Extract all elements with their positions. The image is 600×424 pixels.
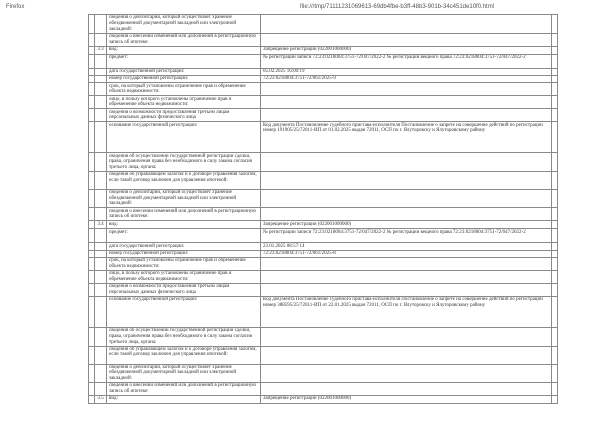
row-end-cell: [552, 68, 558, 75]
row-number: [95, 171, 107, 189]
registration-table: [88, 14, 558, 404]
app-name: Firefox: [6, 4, 25, 10]
field-label: срок, на который установлены ограничение прав и обременение объекта недвижимости:: [107, 83, 261, 96]
field-label: дата государственной регистрации:: [107, 243, 261, 250]
row-end-cell: [552, 396, 558, 404]
field-value: Запрещение регистрации (022001000000): [261, 221, 552, 229]
row-end-cell: [552, 15, 558, 34]
row-end-cell: [552, 250, 558, 257]
field-label: номер государственной регистрации:: [107, 250, 261, 257]
field-value: [261, 271, 552, 284]
table-row: [89, 122, 558, 153]
field-value: Запрещение регистрации (022001000000): [261, 46, 552, 54]
field-label: сведения об осуществлении государственной регистрации сделки, права, ограничения права без необходимого в силу закона согласия третьего лица, органа:: [107, 327, 261, 346]
row-end-cell: [552, 96, 558, 109]
row-number: [95, 346, 107, 364]
field-value: [261, 96, 552, 109]
field-value: Код документа Постановление судебного пристава-исполнителя Постановление о запрете на совершение действий по регистрации номер 388595/25/72011-ИП от 22.01.2025 выдан 72011, ОСП по г. Ялуторовску и Ялуторовскому району: [261, 296, 552, 327]
field-value: [261, 109, 552, 122]
table-row: [89, 153, 558, 172]
field-label: номер государственной регистрации:: [107, 75, 261, 82]
row-end-cell: [552, 122, 558, 153]
row-number: 3.4: [95, 221, 107, 229]
field-value: [261, 327, 552, 346]
row-end-cell: [552, 153, 558, 172]
table-row: [89, 283, 558, 296]
row-end-cell: [552, 75, 558, 82]
field-value: [261, 83, 552, 96]
field-label: сведения о депозитарии, который осуществляет хранение обездвиженной документарной закладной или электронной закладной:: [107, 15, 261, 34]
table-row: [89, 221, 558, 229]
row-end-cell: [552, 46, 558, 54]
row-end-cell: [552, 229, 558, 243]
row-end-cell: [552, 327, 558, 346]
field-label: сведения об осуществлении государственной регистрации сделки, права, ограничения права без необходимого в силу закона согласия третьего лица, органа:: [107, 153, 261, 172]
table-row: [89, 364, 558, 383]
row-end-cell: [552, 83, 558, 96]
table-row: [89, 258, 558, 271]
row-end-cell: [552, 283, 558, 296]
field-label: лицо, в пользу которого установлены ограничение прав и обременение объекта недвижимости:: [107, 271, 261, 284]
field-value: [261, 33, 552, 46]
browser-title-bar: [0, 0, 600, 14]
row-end-cell: [552, 243, 558, 250]
field-label: сведения о возможности предоставления третьим лицам персональных данных физического лица: [107, 283, 261, 296]
row-number: [95, 296, 107, 327]
row-end-cell: [552, 221, 558, 229]
field-label: вид:: [107, 396, 261, 404]
field-value: [261, 283, 552, 296]
row-number: [95, 33, 107, 46]
row-number: [95, 327, 107, 346]
row-number: [95, 189, 107, 208]
field-value: № регистрации записи 72:23:0218004:3751-72/047/2022-2 № регистрации вещного права 72:23:0218004:3751-72/047/2022-2: [261, 54, 552, 68]
row-end-cell: [552, 109, 558, 122]
row-number: [95, 383, 107, 396]
row-number: [95, 271, 107, 284]
field-label: сведения о возможности предоставления третьим лицам персональных данных физического лица: [107, 109, 261, 122]
field-label: срок, на который установлены ограничение прав и обременение объекта недвижимости:: [107, 258, 261, 271]
field-label: сведения о внесении изменений или дополнений в регистрационную запись об ипотеке:: [107, 208, 261, 221]
table-row: [89, 396, 558, 404]
table-row: [89, 189, 558, 208]
field-label: предмет:: [107, 229, 261, 243]
row-end-cell: [552, 208, 558, 221]
field-label: сведения о депозитарии, который осуществляет хранение обездвиженной документарной закладной или электронной закладной:: [107, 189, 261, 208]
document-sheet: [88, 14, 558, 424]
row-number: [95, 15, 107, 34]
table-row: [89, 75, 558, 82]
row-end-cell: [552, 189, 558, 208]
field-value: [261, 15, 552, 34]
field-value: 72:23:0218004:3751-72/061/2025-8: [261, 250, 552, 257]
field-label: вид:: [107, 46, 261, 54]
row-number: 3.5: [95, 396, 107, 404]
field-value: Код документа Постановление судебного пристава-исполнителя Постановление о запрете на совершение действий по регистрации номер 191905/25/72011-ИП от 01.02.2025 выдан 72011, ОСП по г. Ялуторовску и Ялуторовскому району: [261, 122, 552, 153]
field-label: лицо, в пользу которого установлены ограничение прав и обременение объекта недвижимости:: [107, 96, 261, 109]
field-value: № регистрации записи 72:23:0218004:3751-72/047/2022-2 № регистрации вещного права 72:23:0218004:3751-72/047/2022-2: [261, 229, 552, 243]
table-row: [89, 243, 558, 250]
field-value: [261, 258, 552, 271]
row-number: [95, 96, 107, 109]
table-row: [89, 54, 558, 68]
row-number: [95, 68, 107, 75]
row-number: [95, 364, 107, 383]
field-value: 05.02.2025 16:00:19: [261, 68, 552, 75]
row-end-cell: [552, 383, 558, 396]
row-end-cell: [552, 54, 558, 68]
field-label: сведения о депозитарии, который осуществляет хранение обездвиженной документарной закладной или электронной закладной:: [107, 364, 261, 383]
row-number: [95, 75, 107, 82]
field-value: 23.01.2025 08:57:14: [261, 243, 552, 250]
row-number: [95, 208, 107, 221]
row-number: [95, 243, 107, 250]
field-label: сведения об управляющем залогом и о договоре управления залогом, если такой договор заключен для управления ипотекой:: [107, 346, 261, 364]
row-end-cell: [552, 346, 558, 364]
row-number: [95, 109, 107, 122]
row-number: [95, 54, 107, 68]
field-label: основание государственной регистрации:: [107, 296, 261, 327]
table-row: [89, 68, 558, 75]
field-value: [261, 208, 552, 221]
table-row: [89, 327, 558, 346]
table-row: [89, 33, 558, 46]
table-row: [89, 109, 558, 122]
row-number: 3.3: [95, 46, 107, 54]
table-row: [89, 46, 558, 54]
field-label: основание государственной регистрации:: [107, 122, 261, 153]
table-row: [89, 229, 558, 243]
field-label: вид:: [107, 221, 261, 229]
row-end-cell: [552, 364, 558, 383]
row-end-cell: [552, 33, 558, 46]
table-row: [89, 250, 558, 257]
field-label: предмет:: [107, 54, 261, 68]
field-label: сведения о внесении изменений или дополнений в регистрационную запись об ипотеке:: [107, 383, 261, 396]
field-value: [261, 189, 552, 208]
field-value: [261, 364, 552, 383]
row-end-cell: [552, 271, 558, 284]
row-end-cell: [552, 258, 558, 271]
row-end-cell: [552, 296, 558, 327]
row-number: [95, 153, 107, 172]
field-value: [261, 171, 552, 189]
table-row: [89, 346, 558, 364]
field-label: сведения о внесении изменений или дополнений в регистрационную запись об ипотеке:: [107, 33, 261, 46]
field-value: [261, 383, 552, 396]
table-row: [89, 383, 558, 396]
table-row: [89, 96, 558, 109]
row-number: [95, 258, 107, 271]
row-number: [95, 250, 107, 257]
row-number: [95, 229, 107, 243]
table-row: [89, 296, 558, 327]
field-label: сведения об управляющем залогом и о договоре управления залогом, если такой договор заключен для управления ипотекой:: [107, 171, 261, 189]
table-row: [89, 171, 558, 189]
field-label: дата государственной регистрации:: [107, 68, 261, 75]
table-row: [89, 83, 558, 96]
field-value: [261, 346, 552, 364]
page-url: file:///tmp/71111231069613-69db4fbe-b3ff-48b3-901b-34c451de10f0.html: [300, 4, 495, 10]
table-row: [89, 15, 558, 34]
row-number: [95, 283, 107, 296]
row-end-cell: [552, 171, 558, 189]
row-number: [95, 83, 107, 96]
table-row: [89, 271, 558, 284]
table-row: [89, 208, 558, 221]
field-value: [261, 153, 552, 172]
field-value: 72:23:0218004:3751-72/061/2025-9: [261, 75, 552, 82]
field-value: Запрещение регистрации (022001000000): [261, 396, 552, 404]
row-number: [95, 122, 107, 153]
